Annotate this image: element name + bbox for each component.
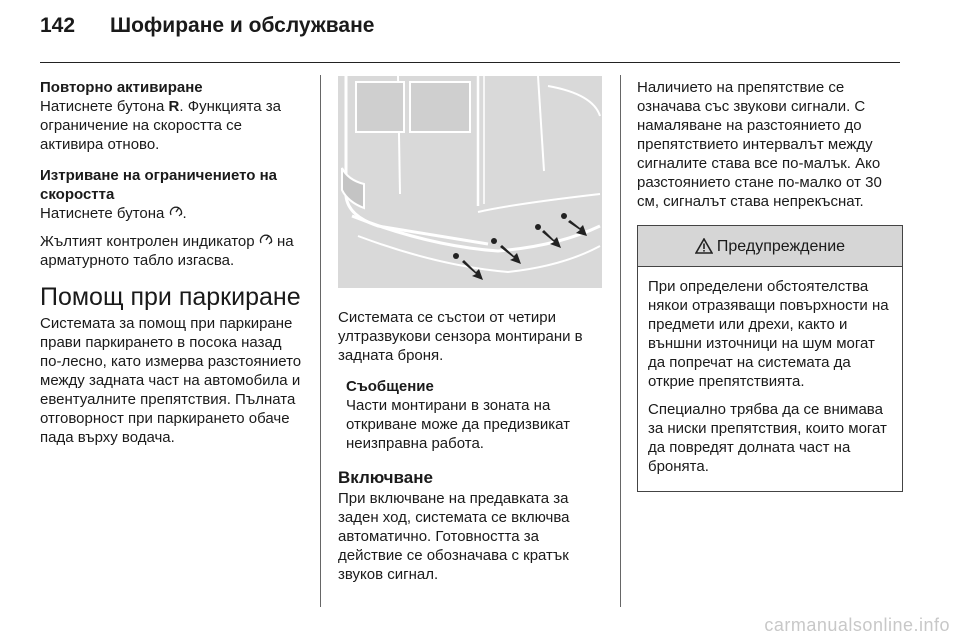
heading-parking-assist: Помощ при паркиране — [40, 283, 301, 311]
note-block — [338, 377, 604, 453]
note-title: Съобщение — [346, 378, 434, 395]
column-3 — [637, 78, 903, 492]
warning-box — [637, 225, 903, 492]
speed-limiter-icon — [169, 204, 183, 223]
paragraph-delete: Натиснете бутона . — [40, 205, 187, 222]
warning-paragraph-2: Специално трябва да се внимава за ниски препятствия, които могат да повредят долната част на бронята. — [648, 401, 887, 475]
warning-header — [638, 226, 902, 267]
page-header — [40, 14, 374, 48]
note-text: Части монтирани в зоната на откриване може да предизвикат неизправна работа. — [346, 397, 571, 452]
warning-paragraph-1: При определени обстоятелства някои отразяващи повърхности на предмети или дрехи, както и външни източници на шум могат да попречат на системата да открие препятствията. — [648, 278, 889, 390]
paragraph-activation: При включване на предавката за заден ход, системата се включва автоматично. Готовността за действие се обозначава с кратък звуков сигнал. — [338, 490, 570, 583]
header-rule — [40, 62, 900, 63]
heading-delete-limit: Изтриване на ограничението на скоростта — [40, 167, 278, 203]
paragraph-obstacle-signals: Наличието на препятствие се означава със звукови сигнали. С намаляване на разстоянието до препятствието интервалът между сигналите става все по-малък. Ако разстоянието стане по-малко от 30 см, сигналът става непрекъснат. — [637, 79, 882, 210]
warning-body — [638, 267, 902, 491]
warning-triangle-icon — [695, 238, 713, 254]
speed-limiter-icon — [259, 232, 273, 251]
paragraph-reactivate: Натиснете бутона R. Функцията за ограничение на скоростта се активира отново. — [40, 98, 281, 153]
page-number: 142 — [40, 14, 76, 37]
column-divider-1 — [320, 75, 321, 607]
heading-reactivate: Повторно активиране — [40, 79, 203, 96]
paragraph-indicator-lamp: Жълтият контролен индикатор на арматурното табло изгасва. — [40, 233, 294, 269]
column-1 — [40, 78, 302, 456]
heading-activation: Включване — [338, 468, 433, 487]
paragraph-parking-assist: Системата за помощ при паркиране прави паркирането в посока назад по-лесно, като измерва разстоянието между задната част на автомобила и евентуалните препятствия. Пълната отговорност при паркирането обаче пада върху водача. — [40, 315, 302, 446]
chapter-title: Шофиране и обслужване — [110, 14, 375, 37]
watermark: carmanualsonline.info — [764, 615, 950, 635]
paragraph-sensors: Системата се състои от четири ултразвукови сензора монтирани в задната броня. — [338, 309, 583, 364]
key-r: R — [168, 98, 180, 115]
rear-bumper-sensors-illustration — [338, 76, 602, 288]
warning-title: Предупреждение — [716, 237, 846, 255]
column-divider-2 — [620, 75, 621, 607]
column-2 — [338, 76, 604, 593]
